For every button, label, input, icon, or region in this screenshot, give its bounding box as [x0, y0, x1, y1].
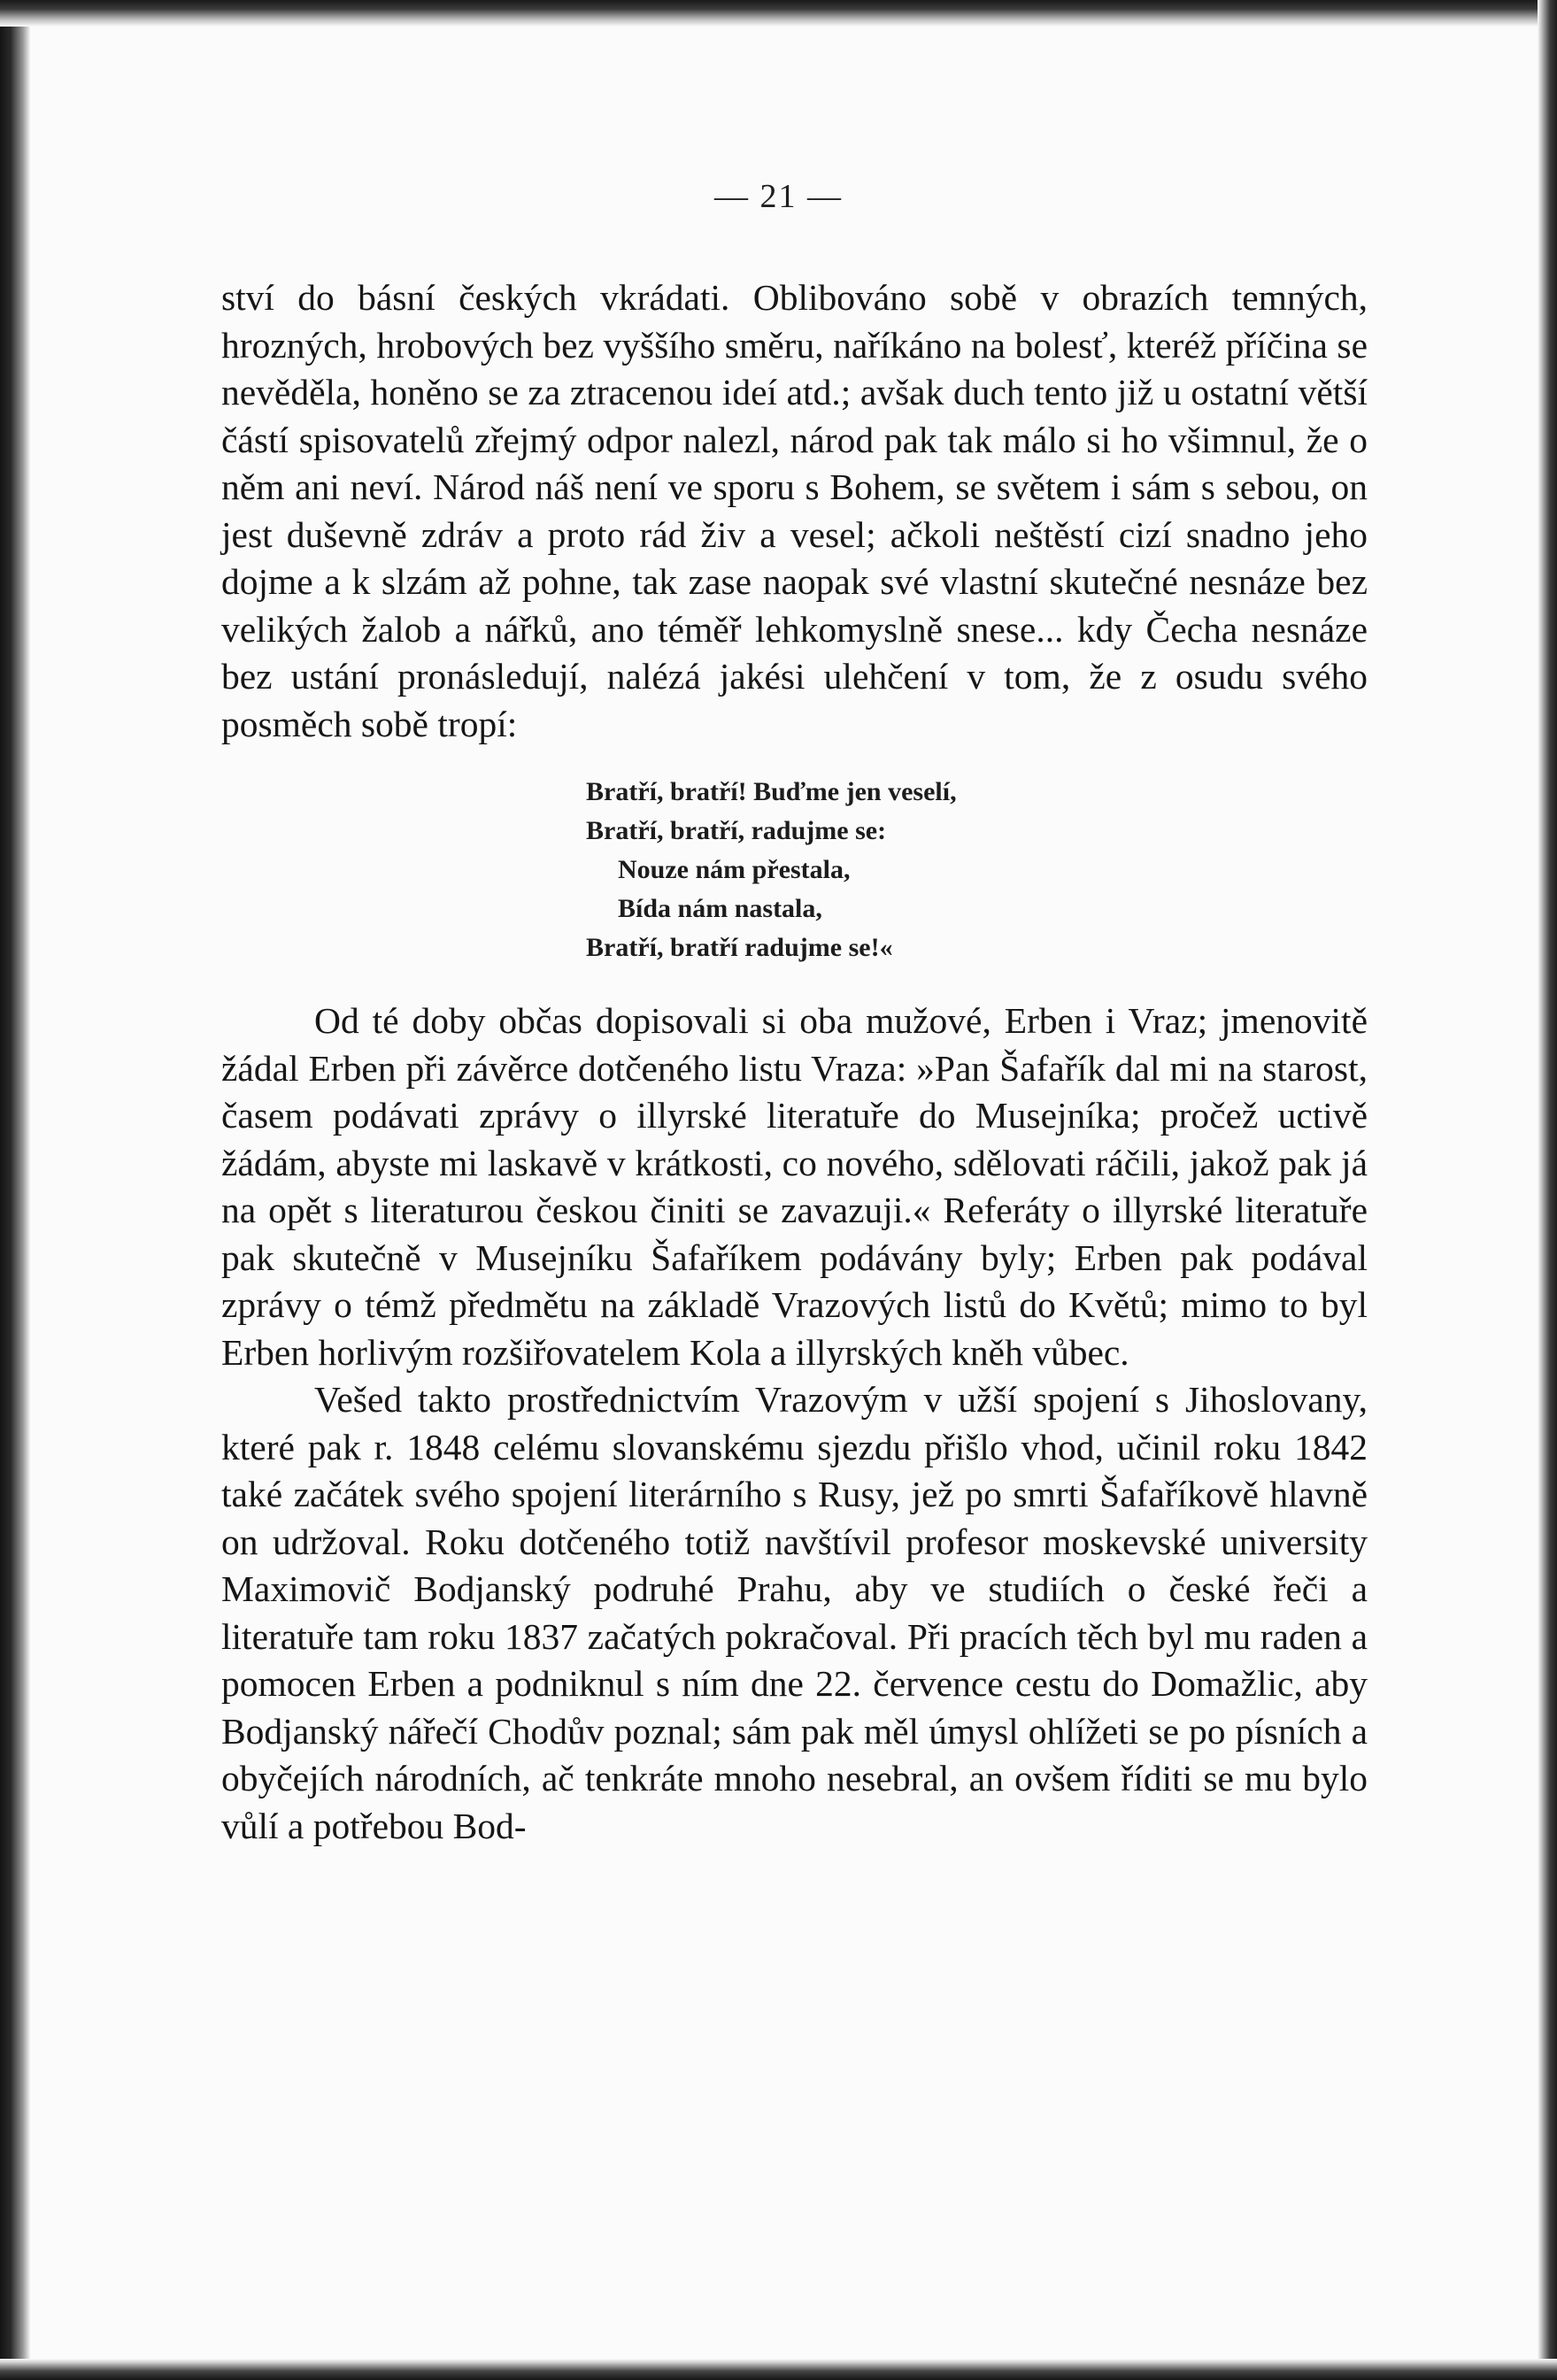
poem-line: Bratří, bratří! Buďme jen veselí, — [586, 777, 957, 806]
page-right-shadow — [1538, 0, 1557, 2380]
page-left-shadow — [0, 0, 30, 2380]
poem-line: Bída nám nastala, — [618, 894, 822, 923]
body-text — [221, 274, 1368, 1850]
paragraph-vesed: Vešed takto prostřednictvím Vrazovým v užší spojení s Jihoslovany, které pak r. 1848 celému slovanskému sjezdu přišlo vhod, učinil roku 1842 také začátek svého spojení literárního s Rusy, jež po smrti Šafaříkově hlavně on udržoval. Roku dotčeného totiž navštívil profesor moskevské university Maximovič Bodjanský podruhé Prahu, aby ve studiích o české řeči a literatuře tam roku 1837 začatých pokračoval. Při pracích těch byl mu raden a pomocen Erben a podniknul s ním dne 22. července cestu do Domažlic, aby Bodjanský nářečí Chodův poznal; sám pak měl úmysl ohlížeti se po písních a obyčejích národních, ač tenkráte mnoho nesebral, an ovšem říditi se mu bylo vůlí a potřebou Bod- — [221, 1379, 1368, 1846]
poem-line: Nouze nám přestala, — [618, 855, 851, 884]
paragraph-intro: ství do básní českých vkrádati. Oblibováno sobě v obrazích temných, hrozných, hrobových bez vyššího směru, naříkáno na bolesť, kteréž příčina se nevěděla, honěno se za ztracenou ideí atd.; avšak duch tento již u ostatní větší částí spisovatelů zřejmý odpor nalezl, národ pak tak málo si ho všimnul, že o něm ani neví. Národ náš není ve sporu s Bohem, se světem i sám s sebou, on jest duševně zdráv a proto rád živ a vesel; ačkoli neštěstí cizí snadno jeho dojme a k slzám až pohne, tak zase naopak své vlastní skutečné nesnáze bez velikých žalob a nářků, ano téměř lehkomyslně snese... kdy Čecha nesnáze bez ustání pronásledují, nalézá jakési ulehčení v tom, že z osudu svého posměch sobě tropí: — [221, 277, 1368, 744]
page-number: — 21 — — [714, 178, 843, 215]
poem-line: Bratří, bratří radujme se!« — [586, 933, 893, 962]
poem-line: Bratří, bratří, radujme se: — [586, 816, 887, 845]
paragraph-erben-vraz: Od té doby občas dopisovali si oba mužové, Erben i Vraz; jmenovitě žádal Erben při závěrce dotčeného listu Vraza: »Pan Šafařík dal mi na starost, časem podávati zprávy o illyrské literatuře do Musejníka; pročež uctivě žádám, abyste mi laskavě v krátkosti, co nového, sdělovati ráčili, jakož pak já na opět s literaturou českou činiti se zavazuji.« Referáty o illyrské literatuře pak skutečně v Musejníku Šafaříkem podávány byly; Erben pak podával zprávy o témž předmětu na základě Vrazových listů do Květů; mimo to byl Erben horlivým rozšiřovatelem Kola a illyrských kněh vůbec. — [221, 1000, 1368, 1373]
page-top-shadow — [0, 0, 1557, 27]
page-bottom-shadow — [0, 2359, 1557, 2380]
poem-quote — [586, 773, 1368, 967]
